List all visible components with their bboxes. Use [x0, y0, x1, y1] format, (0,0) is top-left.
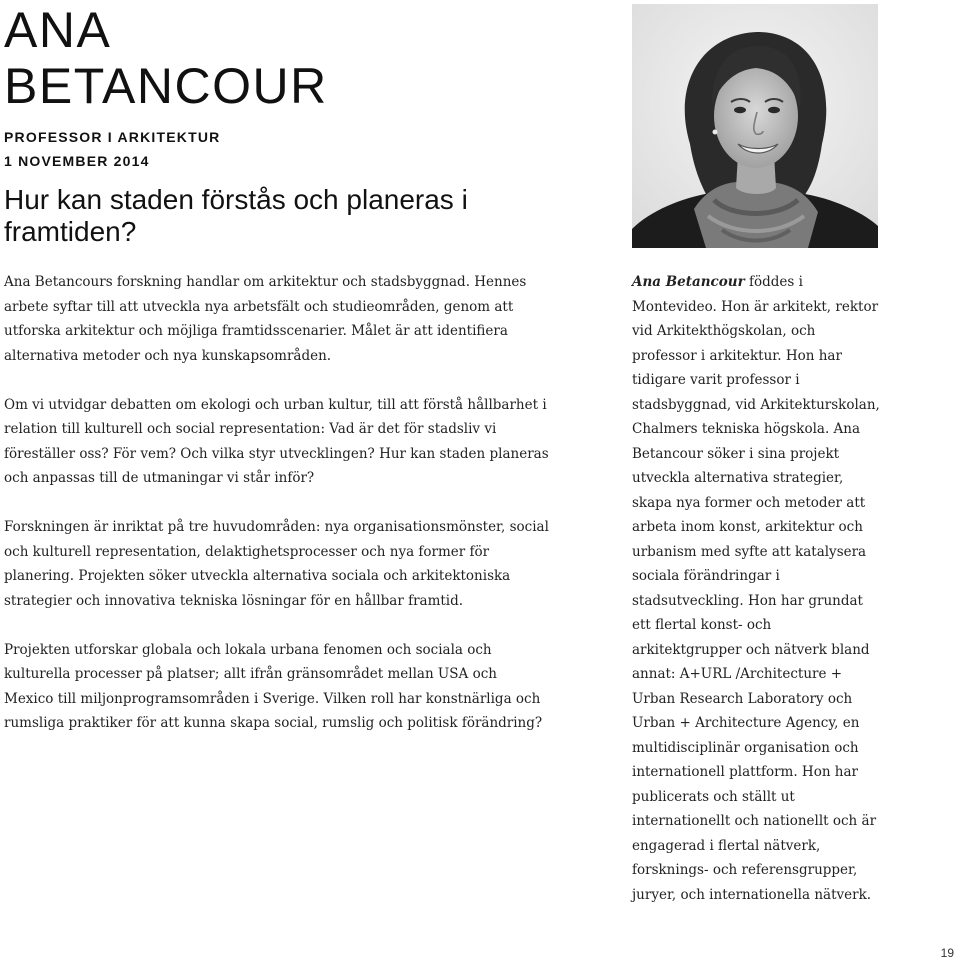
- bio-text: föddes i Montevideo. Hon är arkitekt, rektor vid Arkitekthögskolan, och professor i arkitektur. Hon har tidigare varit professor i stadsbyggnad, vid Arkitekturskolan, Chalmers tekniska högskola. Ana Betancour söker i sina projekt utveckla alternativa strategier, skapa nya former och metoder att arbeta inom konst, arkitektur och urbanism med syfte att katalysera sociala förändringar i stadsutveckling. Hon har grundat ett flertal konst- och arkitektgrupper och nätverk bland annat: A+URL /Architecture + Urban Research Laboratory och Urban + Architecture Agency, en multidisciplinär organisation och internationell plattform. Hon har publicerats och ställt ut internationellt och nationellt och är engagerad i flertal nätverk, forsknings- och referensgrupper, juryer, och internationella nätverk.: [632, 274, 880, 903]
- author-title: PROFESSOR I ARKITEKTUR: [4, 129, 221, 145]
- author-meta: [4, 125, 220, 173]
- article-body: [4, 270, 549, 760]
- author-portrait-photo: [632, 4, 878, 248]
- body-paragraph-1: Ana Betancours forskning handlar om arkitektur och stadsbyggnad. Hennes arbete syftar till att utveckla nya arbetsfält och studieområden, genom att utforska arkitektur och möjliga framtidsscenarier. Målet är att identifiera alternativa metoder och nya kunskapsområden.: [4, 274, 527, 364]
- body-paragraph-4: Projekten utforskar globala och lokala urbana fenomen och sociala och kulturella processer på platser; allt ifrån gränsområdet mellan USA och Mexico till miljonprogramsområden i Sverige. Vilken roll har konstnärliga och rumsliga praktiker för att kunna skapa social, rumslig och politisk förändring?: [4, 641, 543, 731]
- bio-lead-name: Ana Betancour: [632, 274, 745, 290]
- author-name-first: ANA: [4, 2, 112, 58]
- page-number: 19: [940, 946, 954, 960]
- article-headline: Hur kan staden förstås och planeras i framtiden?: [4, 184, 468, 247]
- author-name: [4, 2, 328, 114]
- body-paragraph-2: Om vi utvidgar debatten om ekologi och urban kultur, till att förstå hållbarhet i relation till kulturell och social representation: Vad är det för stadsliv vi föreställer oss? För vem? Och vilka styr utvecklingen? Hur kan staden planeras och anpassas till de utmaningar vi står inför?: [4, 396, 549, 486]
- author-biography: [632, 270, 882, 907]
- lecture-date: 1 NOVEMBER 2014: [4, 153, 150, 169]
- author-name-last: BETANCOUR: [4, 58, 328, 114]
- portrait-illustration: [632, 4, 878, 248]
- body-paragraph-3: Forskningen är inriktat på tre huvudområden: nya organisationsmönster, social och kulturell representation, delaktighetsprocesser och nya former för planering. Projekten söker utveckla alternativa sociala och arkitektoniska strategier och innovativa tekniska lösningar för en hållbar framtid.: [4, 519, 549, 609]
